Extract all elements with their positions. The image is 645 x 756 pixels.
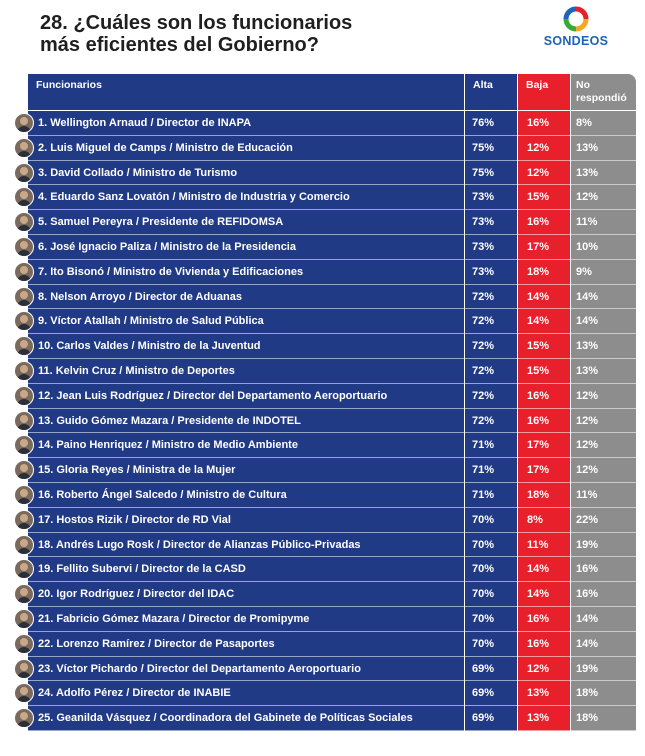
baja-value: 18%	[527, 265, 550, 278]
avatar	[14, 262, 34, 282]
official-name: 23. Víctor Pichardo / Director del Departamento Aeroportuario	[38, 662, 361, 675]
alta-value: 69%	[472, 712, 495, 725]
header-no-respondio-label	[576, 79, 627, 105]
no-respondio-value: 18%	[576, 712, 599, 725]
no-respondio-value: 16%	[576, 588, 599, 601]
no-respondio-cell	[571, 309, 636, 334]
baja-cell	[518, 359, 570, 384]
official-name: 14. Paino Henriquez / Ministro de Medio Ambiente	[38, 439, 298, 452]
official-name: 21. Fabricio Gómez Mazara / Director de Promipyme	[38, 613, 310, 625]
no-respondio-cell	[571, 681, 636, 706]
header-baja	[518, 74, 570, 110]
no-respondio-value: 12%	[576, 464, 599, 477]
official-name: 11. Kelvin Cruz / Ministro de Deportes	[38, 365, 235, 377]
alta-value: 70%	[472, 637, 495, 650]
alta-value: 71%	[472, 439, 495, 452]
table-row	[28, 557, 636, 582]
official-name: 18. Andrés Lugo Rosk / Director de Alianzas Público-Privadas	[38, 538, 361, 551]
baja-cell	[518, 285, 570, 310]
official-name: 4. Eduardo Sanz Lovatón / Ministro de Industria y Comercio	[38, 191, 350, 204]
no-respondio-value: 22%	[576, 513, 599, 526]
baja-value: 16%	[527, 414, 550, 427]
alta-value: 69%	[472, 662, 495, 675]
alta-value: 71%	[472, 464, 495, 477]
avatar	[14, 485, 34, 505]
name-cell	[28, 533, 464, 558]
name-cell	[28, 185, 464, 210]
baja-cell	[518, 607, 570, 632]
official-name: 13. Guido Gómez Mazara / Presidente de INDOTEL	[38, 414, 301, 427]
alta-cell	[465, 260, 517, 285]
baja-cell	[518, 334, 570, 359]
avatar	[14, 113, 34, 133]
table-row	[28, 334, 636, 359]
avatar	[14, 163, 34, 183]
alta-cell	[465, 657, 517, 682]
alta-cell	[465, 334, 517, 359]
baja-value: 12%	[527, 662, 550, 675]
no-respondio-value: 11%	[576, 216, 598, 229]
table-row	[28, 483, 636, 508]
baja-cell	[518, 409, 570, 434]
baja-value: 13%	[527, 712, 550, 725]
table-row	[28, 632, 636, 657]
baja-value: 18%	[527, 489, 550, 501]
table-row	[28, 185, 636, 210]
alta-value: 72%	[472, 290, 495, 303]
no-respondio-cell	[571, 557, 636, 582]
table-row	[28, 458, 636, 483]
baja-value: 16%	[527, 117, 550, 129]
no-respondio-cell	[571, 111, 636, 136]
official-name: 16. Roberto Ángel Salcedo / Ministro de Cultura	[38, 489, 287, 501]
official-name: 22. Lorenzo Ramírez / Director de Pasaportes	[38, 637, 275, 650]
baja-value: 17%	[527, 439, 550, 452]
baja-cell	[518, 309, 570, 334]
name-cell	[28, 210, 464, 235]
alta-cell	[465, 607, 517, 632]
alta-value: 72%	[472, 315, 495, 328]
baja-cell	[518, 706, 570, 731]
name-cell	[28, 607, 464, 632]
name-cell	[28, 582, 464, 607]
name-cell	[28, 309, 464, 334]
no-respondio-cell	[571, 136, 636, 161]
alta-cell	[465, 582, 517, 607]
no-respondio-value: 9%	[576, 265, 592, 278]
no-respondio-cell	[571, 235, 636, 260]
alta-cell	[465, 185, 517, 210]
no-respondio-cell	[571, 334, 636, 359]
no-respondio-cell	[571, 607, 636, 632]
alta-cell	[465, 235, 517, 260]
alta-value: 73%	[472, 265, 495, 278]
baja-value: 14%	[527, 315, 550, 328]
alta-value: 73%	[472, 216, 495, 229]
header-no-respondio	[571, 74, 636, 110]
table-row	[28, 681, 636, 706]
alta-value: 75%	[472, 141, 495, 154]
table-row	[28, 235, 636, 260]
name-cell	[28, 111, 464, 136]
avatar	[14, 138, 34, 158]
name-cell	[28, 285, 464, 310]
no-respondio-cell	[571, 210, 636, 235]
table-row	[28, 706, 636, 731]
no-respondio-cell	[571, 161, 636, 186]
table-row	[28, 210, 636, 235]
official-name: 5. Samuel Pereyra / Presidente de REFIDOMSA	[38, 216, 284, 229]
avatar	[14, 609, 34, 629]
alta-cell	[465, 632, 517, 657]
name-cell	[28, 334, 464, 359]
alta-cell	[465, 508, 517, 533]
name-cell	[28, 359, 464, 384]
name-cell	[28, 657, 464, 682]
alta-cell	[465, 210, 517, 235]
name-cell	[28, 235, 464, 260]
table-row	[28, 533, 636, 558]
alta-value: 73%	[472, 241, 495, 253]
title-line-2: más eficientes del Gobierno?	[40, 34, 319, 56]
baja-value: 16%	[527, 613, 550, 625]
alta-cell	[465, 458, 517, 483]
alta-value: 70%	[472, 513, 495, 526]
official-name: 24. Adolfo Pérez / Director de INABIE	[38, 687, 231, 700]
table-row	[28, 285, 636, 310]
alta-value: 72%	[472, 414, 495, 427]
name-cell	[28, 433, 464, 458]
official-name: 10. Carlos Valdes / Ministro de la Juventud	[38, 340, 261, 353]
name-cell	[28, 681, 464, 706]
baja-value: 15%	[527, 191, 550, 204]
avatar	[14, 535, 34, 555]
baja-cell	[518, 433, 570, 458]
no-respondio-value: 14%	[576, 613, 599, 625]
alta-value: 70%	[472, 538, 495, 551]
baja-value: 17%	[527, 464, 550, 477]
name-cell	[28, 409, 464, 434]
avatar	[14, 361, 34, 381]
no-respondio-cell	[571, 409, 636, 434]
baja-cell	[518, 632, 570, 657]
alta-cell	[465, 136, 517, 161]
logo-ring-icon	[563, 6, 589, 32]
no-respondio-value: 13%	[576, 365, 599, 377]
baja-cell	[518, 185, 570, 210]
table-row	[28, 433, 636, 458]
no-respondio-cell	[571, 706, 636, 731]
title-line-1: 28. ¿Cuáles son los funcionarios	[40, 12, 353, 34]
no-respondio-value: 14%	[576, 290, 599, 303]
header-no-respondio-line-2: respondió	[576, 92, 627, 104]
official-name: 19. Fellito Subervi / Director de la CASD	[38, 563, 246, 576]
alta-cell	[465, 161, 517, 186]
alta-value: 70%	[472, 588, 495, 601]
baja-cell	[518, 161, 570, 186]
alta-value: 75%	[472, 166, 495, 179]
name-cell	[28, 483, 464, 508]
name-cell	[28, 706, 464, 731]
no-respondio-value: 19%	[576, 662, 599, 675]
no-respondio-cell	[571, 384, 636, 409]
avatar	[14, 237, 34, 257]
table-row	[28, 582, 636, 607]
header-funcionarios	[28, 74, 464, 110]
official-name: 6. José Ignacio Paliza / Ministro de la Presidencia	[38, 241, 296, 253]
no-respondio-value: 13%	[576, 166, 599, 179]
alta-cell	[465, 557, 517, 582]
header-alta	[465, 74, 517, 110]
baja-cell	[518, 533, 570, 558]
no-respondio-cell	[571, 508, 636, 533]
baja-value: 12%	[527, 141, 550, 154]
baja-cell	[518, 657, 570, 682]
official-name: 3. David Collado / Ministro de Turismo	[38, 166, 238, 179]
alta-cell	[465, 706, 517, 731]
sondeos-logo	[536, 6, 616, 52]
name-cell	[28, 632, 464, 657]
alta-value: 69%	[472, 687, 495, 700]
no-respondio-value: 18%	[576, 687, 599, 700]
alta-cell	[465, 483, 517, 508]
avatar	[14, 634, 34, 654]
baja-cell	[518, 260, 570, 285]
alta-cell	[465, 433, 517, 458]
baja-value: 15%	[527, 340, 550, 353]
no-respondio-cell	[571, 483, 636, 508]
logo-text: SONDEOS	[543, 34, 609, 48]
baja-value: 12%	[527, 166, 550, 179]
no-respondio-value: 13%	[576, 340, 599, 353]
baja-cell	[518, 235, 570, 260]
no-respondio-cell	[571, 657, 636, 682]
baja-value: 15%	[527, 365, 550, 377]
no-respondio-value: 12%	[576, 439, 599, 452]
no-respondio-value: 16%	[576, 563, 599, 576]
alta-cell	[465, 111, 517, 136]
baja-value: 16%	[527, 637, 550, 650]
baja-value: 11%	[527, 538, 549, 551]
avatar	[14, 510, 34, 530]
alta-cell	[465, 681, 517, 706]
official-name: 1. Wellington Arnaud / Director de INAPA	[38, 117, 252, 129]
official-name: 20. Igor Rodríguez / Director del IDAC	[38, 588, 235, 601]
official-name: 7. Ito Bisonó / Ministro de Vivienda y Edificaciones	[38, 265, 304, 278]
official-name: 25. Geanilda Vásquez / Coordinadora del Gabinete de Políticas Sociales	[38, 712, 413, 725]
header-no-respondio-line-1: No	[576, 79, 590, 91]
baja-cell	[518, 111, 570, 136]
no-respondio-cell	[571, 458, 636, 483]
no-respondio-cell	[571, 285, 636, 310]
alta-cell	[465, 285, 517, 310]
no-respondio-cell	[571, 359, 636, 384]
baja-cell	[518, 210, 570, 235]
header-funcionarios-label: Funcionarios	[36, 79, 102, 91]
alta-cell	[465, 409, 517, 434]
table-row	[28, 657, 636, 682]
no-respondio-value: 10%	[576, 241, 599, 253]
baja-cell	[518, 483, 570, 508]
baja-cell	[518, 582, 570, 607]
officials-table	[28, 74, 636, 728]
alta-value: 71%	[472, 489, 495, 501]
alta-value: 72%	[472, 365, 495, 377]
alta-cell	[465, 533, 517, 558]
header-alta-label: Alta	[473, 79, 493, 91]
no-respondio-value: 8%	[576, 117, 592, 129]
alta-cell	[465, 359, 517, 384]
table-row	[28, 607, 636, 632]
baja-value: 16%	[527, 389, 550, 402]
name-cell	[28, 557, 464, 582]
alta-value: 72%	[472, 340, 495, 353]
baja-cell	[518, 384, 570, 409]
official-name: 2. Luis Miguel de Camps / Ministro de Educación	[38, 141, 293, 154]
name-cell	[28, 260, 464, 285]
no-respondio-cell	[571, 632, 636, 657]
no-respondio-value: 14%	[576, 637, 599, 650]
no-respondio-value: 12%	[576, 191, 599, 204]
avatar	[14, 287, 34, 307]
alta-value: 73%	[472, 191, 495, 204]
header-baja-label: Baja	[526, 79, 549, 91]
baja-cell	[518, 681, 570, 706]
name-cell	[28, 458, 464, 483]
no-respondio-cell	[571, 533, 636, 558]
table-row	[28, 409, 636, 434]
name-cell	[28, 161, 464, 186]
baja-value: 16%	[527, 216, 550, 229]
baja-value: 17%	[527, 241, 550, 253]
no-respondio-value: 12%	[576, 414, 599, 427]
no-respondio-value: 13%	[576, 141, 599, 154]
name-cell	[28, 508, 464, 533]
no-respondio-value: 19%	[576, 538, 599, 551]
no-respondio-value: 11%	[576, 489, 598, 501]
table-row	[28, 359, 636, 384]
official-name: 9. Víctor Atallah / Ministro de Salud Pública	[38, 315, 264, 328]
no-respondio-cell	[571, 185, 636, 210]
avatar	[14, 386, 34, 406]
table-row	[28, 384, 636, 409]
baja-cell	[518, 508, 570, 533]
baja-value: 14%	[527, 290, 550, 303]
baja-cell	[518, 136, 570, 161]
table-row	[28, 309, 636, 334]
table-row	[28, 260, 636, 285]
table-row	[28, 111, 636, 136]
baja-value: 14%	[527, 563, 550, 576]
no-respondio-value: 14%	[576, 315, 599, 328]
official-name: 12. Jean Luis Rodríguez / Director del Departamento Aeroportuario	[38, 389, 388, 402]
table-row	[28, 161, 636, 186]
table-row	[28, 508, 636, 533]
official-name: 17. Hostos Rizik / Director de RD Vial	[38, 513, 231, 526]
baja-value: 14%	[527, 588, 550, 601]
baja-value: 13%	[527, 687, 550, 700]
name-cell	[28, 384, 464, 409]
no-respondio-cell	[571, 260, 636, 285]
avatar	[14, 659, 34, 679]
alta-cell	[465, 309, 517, 334]
alta-value: 70%	[472, 563, 495, 576]
baja-cell	[518, 458, 570, 483]
name-cell	[28, 136, 464, 161]
no-respondio-cell	[571, 433, 636, 458]
no-respondio-value: 12%	[576, 389, 599, 402]
baja-cell	[518, 557, 570, 582]
baja-value: 8%	[527, 513, 543, 526]
page-title	[40, 12, 352, 56]
avatar	[14, 411, 34, 431]
official-name: 8. Nelson Arroyo / Director de Aduanas	[38, 290, 242, 303]
alta-cell	[465, 384, 517, 409]
no-respondio-cell	[571, 582, 636, 607]
table-row	[28, 136, 636, 161]
alta-value: 76%	[472, 117, 495, 129]
official-name: 15. Gloria Reyes / Ministra de la Mujer	[38, 464, 236, 477]
alta-value: 72%	[472, 389, 495, 402]
alta-value: 70%	[472, 613, 495, 625]
